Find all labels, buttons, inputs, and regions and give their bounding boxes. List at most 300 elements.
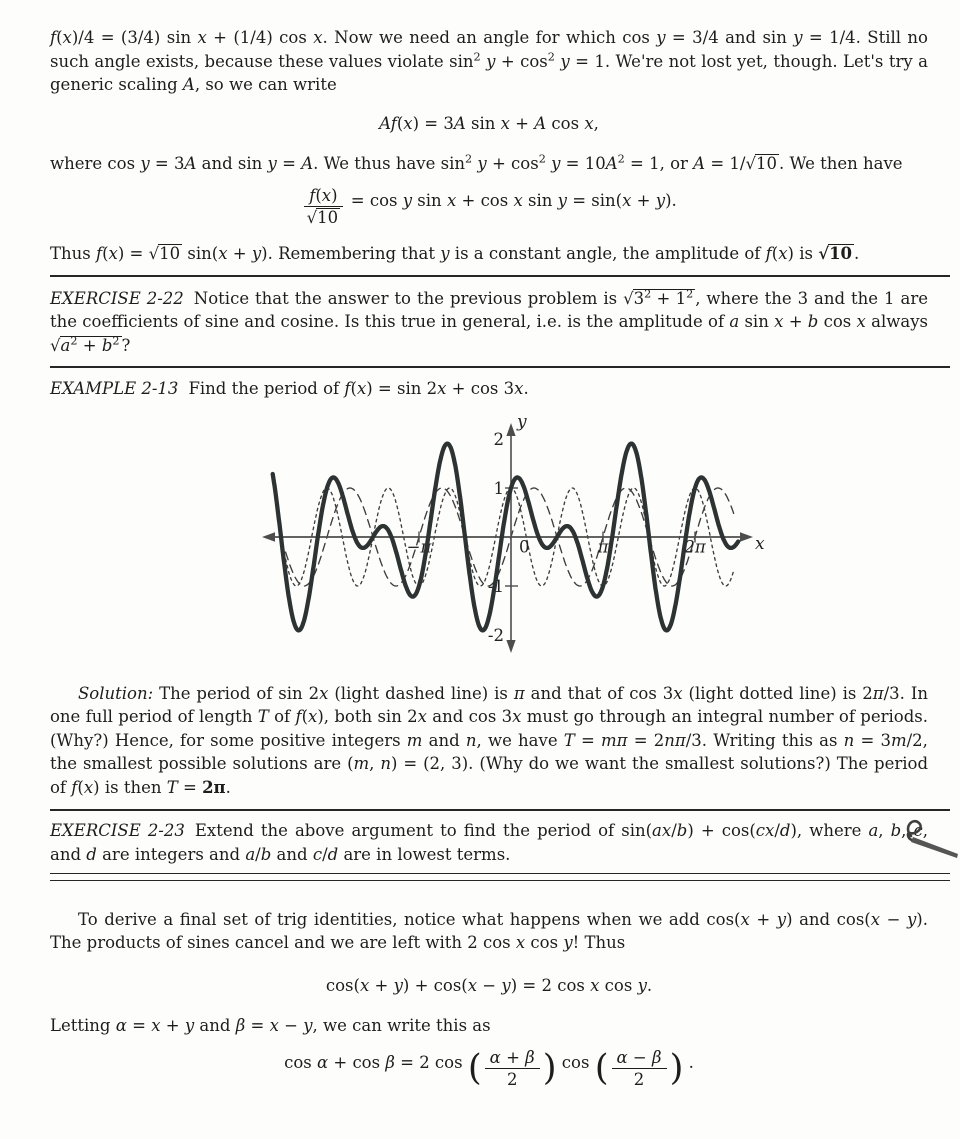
math-var: n	[380, 754, 391, 774]
math-var: f	[71, 777, 78, 797]
bold-run: 10	[829, 244, 853, 264]
text-run: and	[194, 1016, 236, 1036]
text-run: −	[477, 975, 502, 995]
math-var: A	[534, 113, 547, 133]
superscript: 2	[70, 334, 78, 348]
math-var: f	[50, 28, 57, 47]
text-run: always	[865, 312, 928, 332]
text-run: ! Thus	[572, 933, 626, 953]
text-run: =	[245, 1016, 270, 1036]
math-var: A	[184, 154, 197, 173]
text-run: 2	[633, 1070, 645, 1090]
math-var: b	[676, 821, 688, 841]
math-var: c	[913, 821, 923, 841]
y-axis-label: y	[517, 414, 527, 432]
math-var: y	[472, 154, 487, 173]
math-var: x	[108, 244, 118, 264]
x-tick-label: −π	[406, 537, 432, 557]
math-var: β	[652, 1047, 662, 1067]
text-run: ,	[878, 821, 891, 841]
text-run: .	[683, 1053, 694, 1073]
text-run: ), where	[790, 821, 869, 841]
denominator	[485, 1069, 540, 1089]
text-run: +	[227, 244, 252, 264]
math-var: mπ	[601, 730, 628, 750]
text-run: ?	[121, 335, 131, 355]
period-graph	[50, 415, 928, 667]
section-label: EXERCISE 2-23	[50, 821, 185, 841]
math-var: x	[590, 975, 600, 995]
math-var: f	[95, 244, 103, 264]
open-paren: (	[594, 1047, 609, 1089]
math-var: T	[563, 730, 575, 750]
y-tick-label: -1	[487, 576, 504, 596]
text-run: and that of cos 3	[524, 683, 674, 703]
math-var: b	[101, 335, 113, 355]
math-var: a	[868, 821, 879, 841]
math-var: x	[740, 909, 750, 929]
bold-run: 2π	[202, 777, 226, 797]
text-run: .	[523, 379, 529, 399]
math-var: x	[308, 707, 318, 727]
math-var: y	[793, 28, 803, 47]
y-axis-bottom-arrow	[506, 640, 515, 653]
text-run: ).	[665, 190, 677, 210]
text-run: + cos	[495, 51, 548, 71]
text-run: Letting	[50, 1016, 116, 1036]
text-run: /3. Writing this as	[685, 730, 844, 750]
text-run: + cos	[486, 154, 539, 173]
paragraph-derive-identities	[50, 908, 928, 955]
text-run: ), both sin 2	[317, 707, 418, 727]
text-run: = 3	[854, 730, 891, 750]
text-run: (	[56, 28, 63, 47]
text-run: , where the 3 and the 1 are the coefficients of sine and cosine. Is this true in general, i.e. is the amplitude of	[50, 288, 928, 332]
math-var: x	[778, 244, 788, 264]
text-run: cos	[599, 975, 638, 995]
math-var: x	[83, 777, 94, 797]
text-run: where cos	[50, 154, 141, 173]
radical	[818, 244, 854, 263]
radical-sign: √	[623, 288, 633, 308]
math-var: b	[890, 821, 902, 841]
math-var: x	[467, 975, 478, 995]
text-run: Thus	[50, 244, 96, 264]
math-var: y	[393, 975, 403, 995]
exercise-2-22	[50, 287, 928, 358]
text-run: ) = sin 2	[366, 379, 438, 399]
text-run: ) + cos(	[687, 821, 756, 841]
radical	[307, 208, 341, 227]
text-run: +	[509, 113, 535, 133]
text-run: /	[671, 821, 677, 841]
radicand	[633, 289, 696, 308]
text-run: = 10	[560, 154, 606, 173]
text-run: 3	[633, 288, 645, 308]
y-tick-label: 1	[493, 478, 504, 498]
close-paren: )	[669, 1047, 684, 1089]
section-label: EXAMPLE 2-13	[50, 379, 179, 399]
text-run: The period of sin 2	[153, 683, 320, 703]
denominator	[304, 207, 342, 227]
text-run: +	[631, 190, 656, 210]
radicand	[828, 244, 854, 263]
text-run: /	[774, 821, 780, 841]
math-var: d	[86, 844, 97, 864]
text-run: +	[77, 335, 102, 355]
math-var: y	[655, 190, 666, 210]
text-run: = 1/	[705, 154, 746, 173]
radicand	[158, 244, 182, 263]
math-var: x	[673, 683, 683, 703]
math-var: x	[584, 113, 594, 133]
superscript: 2	[112, 334, 120, 348]
text-run: . Now we need an angle for which cos	[322, 28, 657, 47]
y-tick-label: -2	[487, 625, 504, 645]
math-var: T	[257, 707, 269, 727]
radical	[149, 244, 183, 263]
text-run: ) is then	[93, 777, 167, 797]
text-run: To derive a final set of trig identities, notice what happens when we add cos(	[78, 909, 741, 929]
text-run: sin	[739, 312, 775, 332]
y-axis-top-arrow	[506, 423, 515, 436]
math-var: m	[890, 730, 907, 750]
math-var: y	[303, 1016, 313, 1036]
math-var: f	[295, 707, 302, 727]
text-run: + (1/4) cos	[206, 28, 314, 47]
radical-sign: √	[50, 335, 60, 355]
text-run: , we can write this as	[312, 1016, 491, 1036]
radical-sign: √	[818, 244, 829, 264]
pencil-icon	[896, 815, 960, 867]
math-var: a	[60, 335, 71, 355]
text-run: (	[301, 707, 309, 727]
text-run: = 1. We're not lost yet, though. Let's try a generic scaling	[50, 51, 928, 94]
math-var: x	[403, 113, 413, 133]
math-var: A	[182, 75, 195, 94]
text-run: are integers and	[96, 844, 246, 864]
math-var: Af	[379, 113, 397, 133]
text-run: ,	[369, 754, 381, 774]
text-run: +	[749, 909, 777, 929]
math-var: c	[312, 844, 323, 864]
math-var: f	[309, 185, 316, 205]
math-var: cx	[755, 821, 775, 841]
numerator	[304, 186, 342, 207]
text-run: −	[880, 909, 907, 929]
math-var: α	[316, 1053, 329, 1073]
math-var: π	[872, 683, 884, 703]
text-run: −	[627, 1047, 653, 1067]
x-axis-label: x	[755, 533, 765, 554]
x-tick-label: 2π	[684, 537, 706, 557]
text-run: +	[369, 975, 394, 995]
math-var: y	[563, 933, 573, 953]
math-var: x	[856, 312, 866, 332]
text-run: =	[276, 154, 302, 173]
solution-paragraph	[50, 682, 928, 800]
text-run: sin(	[182, 244, 219, 264]
radical-sign: √	[306, 207, 317, 227]
math-var: x	[218, 244, 228, 264]
text-run: ) and cos(	[786, 909, 871, 929]
math-var: nπ	[664, 730, 686, 750]
text-run: 2	[506, 1070, 518, 1090]
text-run: sin	[465, 113, 501, 133]
text-run: 10	[755, 154, 777, 173]
math-var: y	[656, 28, 666, 47]
math-var: x	[515, 933, 526, 953]
text-run: .	[225, 777, 231, 797]
math-var: f	[765, 244, 772, 264]
fraction	[304, 186, 342, 228]
text-run: = 1/4. Still no such angle exists, because these values violate sin	[50, 28, 928, 71]
radical	[623, 289, 695, 308]
math-var: x	[512, 707, 522, 727]
period-graph-svg	[250, 415, 790, 667]
math-var: x	[446, 190, 457, 210]
text-run: .	[646, 975, 653, 995]
open-paren: (	[467, 1047, 482, 1089]
text-run: =	[177, 777, 203, 797]
text-run: = cos	[345, 190, 403, 210]
text-run: Notice that the answer to the previous problem is	[193, 288, 624, 308]
text-run: = sin(	[566, 190, 623, 210]
math-var: x	[321, 185, 332, 205]
paragraph-letting-alpha-beta	[50, 1014, 928, 1038]
paren-group	[594, 1047, 684, 1090]
text-run: .	[854, 244, 860, 264]
math-var: α	[616, 1047, 628, 1067]
text-run: = 2	[627, 730, 665, 750]
math-var: y	[440, 244, 450, 264]
text-run: cos	[546, 113, 585, 133]
text-run: (	[350, 379, 357, 399]
text-run: Find the period of	[188, 379, 345, 399]
exercise-2-23	[50, 819, 928, 866]
math-var: x	[622, 190, 632, 210]
text-run: and sin	[196, 154, 268, 173]
radical-sign: √	[148, 244, 159, 264]
superscript: 2	[686, 287, 694, 301]
math-var: x	[197, 28, 207, 47]
text-run: 10	[317, 207, 339, 227]
text-run: (light dashed line) is	[328, 683, 514, 703]
math-var: A	[605, 154, 618, 173]
section-divider	[50, 275, 950, 277]
text-run: and cos 3	[426, 707, 513, 727]
text-run: cos	[556, 1053, 595, 1073]
section-label: EXERCISE 2-22	[50, 288, 184, 308]
text-run: cos(	[325, 975, 360, 995]
math-var: π	[513, 683, 525, 703]
math-var: x	[151, 1016, 161, 1036]
text-run: are in lowest terms.	[338, 844, 511, 864]
math-var: m	[406, 730, 423, 750]
paragraph-thus-amplitude	[50, 242, 928, 266]
exercise-2-23-block	[50, 819, 928, 866]
superscript: 2	[473, 50, 481, 63]
example-2-13	[50, 377, 928, 401]
math-var: x	[62, 28, 72, 47]
text-run: ). The products of sines cancel and we are left with 2 cos	[50, 909, 928, 953]
paren-group	[467, 1047, 557, 1090]
math-var: T	[166, 777, 178, 797]
math-var: y	[554, 51, 570, 71]
text-run: /	[255, 844, 261, 864]
math-var: x	[437, 379, 447, 399]
x-tick-label: 0	[519, 537, 530, 557]
math-var: a	[729, 312, 740, 332]
text-run: (	[771, 244, 779, 264]
math-var: n	[465, 730, 477, 750]
math-var: x	[774, 312, 784, 332]
equation-cos-alpha-plus-cos-beta	[50, 1048, 928, 1090]
math-var: A	[453, 113, 466, 133]
superscript: 2	[547, 50, 555, 63]
text-run: /	[322, 844, 328, 864]
math-var: y	[501, 975, 511, 995]
text-run: ) =	[117, 244, 149, 264]
text-run: = 2 cos	[394, 1053, 468, 1073]
math-var: b	[807, 312, 819, 332]
radicand	[316, 208, 340, 227]
radicand	[60, 336, 122, 355]
math-var: x	[319, 683, 329, 703]
text-run: Extend the above argument to find the period of sin(	[194, 821, 653, 841]
text-run: = 3/4 and sin	[665, 28, 794, 47]
text-run: + cos	[456, 190, 514, 210]
math-var: y	[637, 975, 647, 995]
text-run: + cos	[328, 1053, 386, 1073]
text-run: ) is	[787, 244, 819, 264]
equation-sum-of-cosines	[50, 974, 928, 998]
text-run: cos	[525, 933, 564, 953]
numerator	[485, 1048, 540, 1069]
text-run: = 1, or	[624, 154, 694, 173]
math-var: y	[776, 909, 787, 929]
math-var: x	[356, 379, 367, 399]
text-run: . We thus have sin	[313, 154, 465, 173]
radicand	[755, 154, 779, 173]
math-var: β	[525, 1047, 535, 1067]
text-run: =	[126, 1016, 152, 1036]
x-axis-right-arrow	[740, 532, 753, 542]
text-run: (	[102, 244, 109, 264]
math-var: β	[385, 1053, 395, 1073]
radical	[50, 336, 122, 355]
superscript: 2	[465, 152, 473, 166]
text-run: )	[331, 185, 338, 205]
text-run: 10	[159, 244, 181, 264]
section-divider	[50, 809, 950, 811]
math-var: x	[313, 28, 323, 47]
text-run: , and	[50, 821, 928, 864]
numerator	[612, 1048, 667, 1069]
text-run: and	[271, 844, 313, 864]
math-var: x	[500, 113, 510, 133]
y-tick-label: 2	[493, 429, 504, 449]
text-run: , we have	[476, 730, 564, 750]
math-var: b	[260, 844, 272, 864]
math-var: y	[402, 190, 413, 210]
section-divider-double	[50, 873, 950, 881]
superscript: 2	[538, 152, 546, 166]
math-var: d	[327, 844, 339, 864]
math-var: A	[693, 154, 706, 173]
math-var: x	[359, 975, 370, 995]
math-var: x	[514, 379, 524, 399]
text-run: +	[160, 1016, 185, 1036]
math-var: f	[344, 379, 351, 399]
math-var: β	[235, 1016, 246, 1036]
paragraph-where-cos-y	[50, 152, 928, 176]
text-run: +	[783, 312, 808, 332]
equation-af-x	[50, 112, 928, 136]
text-run: must go through an integral number of periods. (Why?) Hence, for some positive integers	[50, 707, 929, 750]
x-axis-left-arrow	[262, 532, 275, 542]
superscript: 2	[644, 287, 652, 301]
text-run: . We then have	[778, 154, 903, 173]
text-run: cos	[818, 312, 857, 332]
math-var: x	[269, 1016, 279, 1036]
text-run: + 1	[651, 288, 687, 308]
math-var: y	[184, 1016, 195, 1036]
text-run: ) = 3	[412, 113, 454, 133]
text-run: ) = (2, 3). (Why do we want the smallest solutions?) The period of	[50, 754, 929, 797]
text-run: (	[77, 777, 84, 797]
radical-sign: √	[745, 154, 755, 173]
text-run: ,	[593, 113, 599, 133]
math-var: x	[417, 707, 427, 727]
text-run: = 3	[149, 154, 185, 173]
math-var: y	[480, 51, 496, 71]
text-run: sin	[522, 190, 558, 210]
math-var: m	[353, 754, 370, 774]
text-run: =	[574, 730, 602, 750]
math-var: Solution:	[78, 683, 154, 703]
equation-fx-over-sqrt10	[50, 186, 928, 228]
radical	[745, 154, 779, 173]
text-run: ) + cos(	[402, 975, 468, 995]
math-var: y	[545, 154, 561, 173]
math-var: ax	[652, 821, 672, 841]
close-paren: )	[542, 1047, 557, 1089]
x-tick-label: π	[597, 537, 609, 557]
text-run: (	[315, 185, 322, 205]
text-run: of	[268, 707, 296, 727]
math-var: n	[843, 730, 855, 750]
math-var: α	[115, 1016, 127, 1036]
superscript: 2	[617, 152, 625, 166]
text-run: cos	[284, 1053, 317, 1073]
text-run: and	[422, 730, 466, 750]
text-run: /2, the smallest possible solutions are (	[50, 730, 928, 774]
math-var: y	[267, 154, 277, 173]
text-run: /3. In one full period of length	[50, 683, 928, 727]
math-var: d	[779, 821, 791, 841]
fraction	[485, 1048, 540, 1090]
text-run: ) = 2 cos	[510, 975, 591, 995]
fraction	[612, 1048, 667, 1090]
text-run: )/4 = (3/4) sin	[71, 28, 198, 47]
text-run: −	[278, 1016, 304, 1036]
text-run: ). Remembering that	[261, 244, 441, 264]
text-run: , so we can write	[194, 75, 337, 94]
text-run: (light dotted line) is 2	[682, 683, 873, 703]
math-var: y	[906, 909, 917, 929]
text-run: (	[396, 113, 404, 133]
